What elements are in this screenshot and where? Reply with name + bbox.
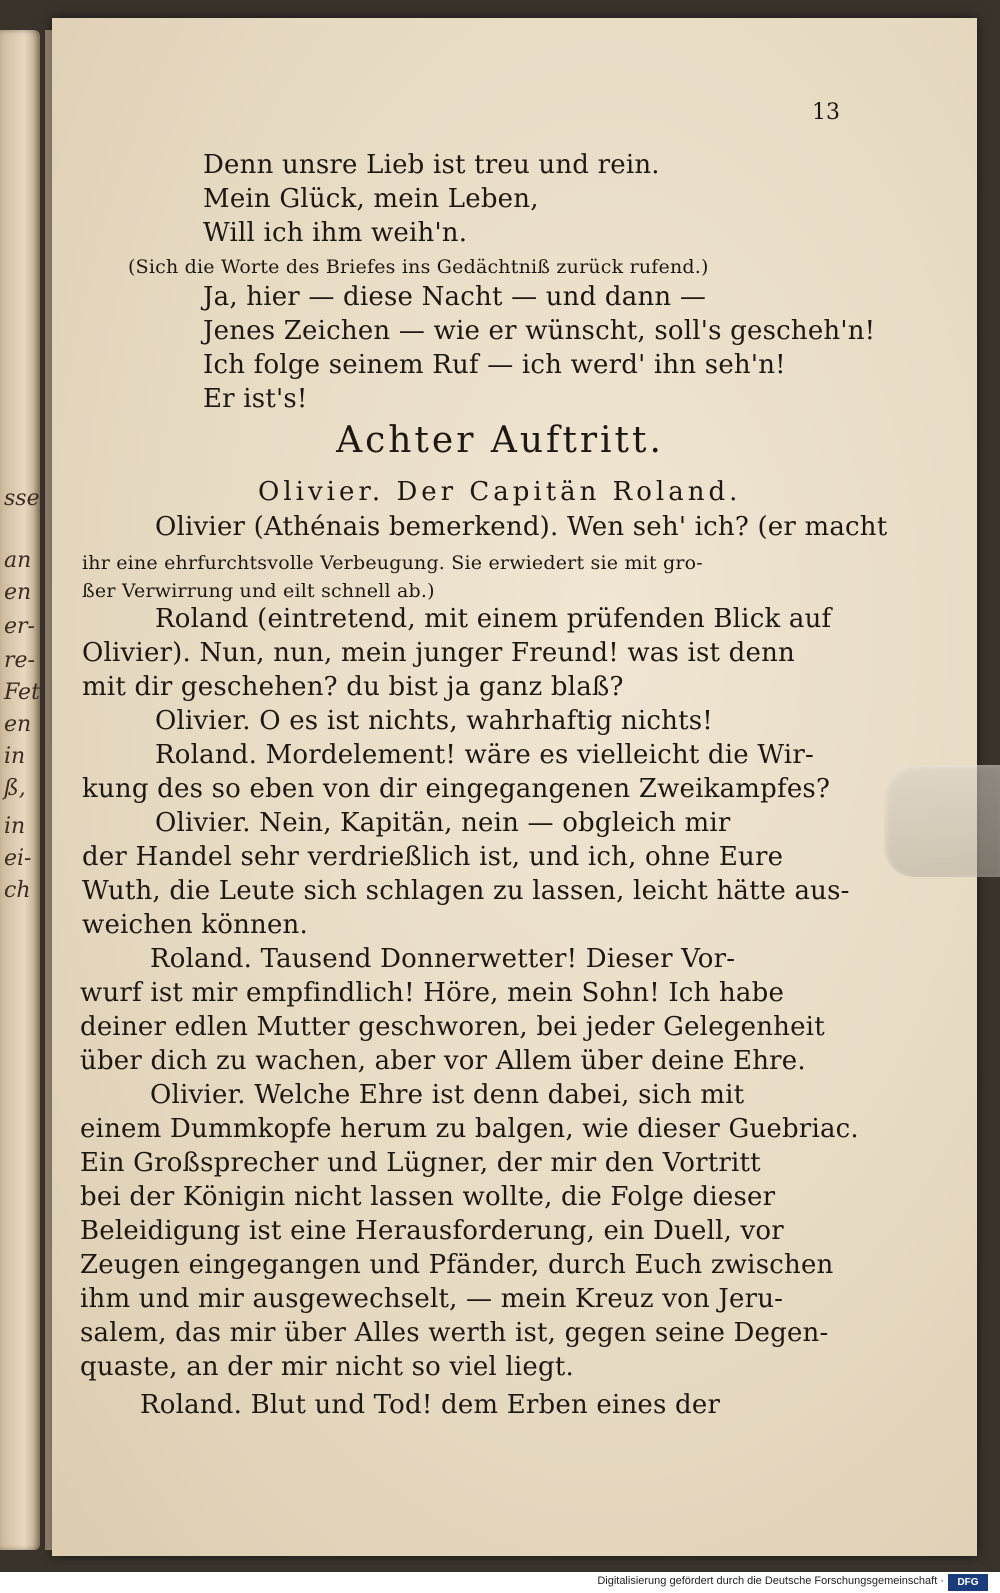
text-line: Roland (eintretend, mit einem prüfenden Blick auf	[155, 604, 832, 634]
text-line: wurf ist mir empfindlich! Höre, mein Sohn! Ich habe	[80, 978, 785, 1008]
text-line: Roland. Blut und Tod! dem Erben eines der	[140, 1390, 721, 1420]
left-page-fragment: in	[4, 744, 26, 769]
scene-title: Achter Auftritt.	[336, 420, 664, 461]
text-line: mit dir geschehen? du bist ja ganz blaß?	[82, 672, 624, 702]
verse-line: Er ist's!	[203, 384, 308, 414]
text-line: Roland. Mordelement! wäre es vielleicht die Wir-	[155, 740, 814, 770]
page-number: 13	[812, 100, 840, 125]
verse-line: Will ich ihm weih'n.	[203, 218, 468, 248]
text-line: weichen können.	[82, 910, 308, 940]
left-page-fragment: an	[4, 548, 32, 573]
left-page-fragment: sse	[4, 486, 40, 511]
verse-line: Denn unsre Lieb ist treu und rein.	[203, 150, 660, 180]
text-line: deiner edlen Mutter geschworen, bei jeder Gelegenheit	[80, 1012, 825, 1042]
text-line: Olivier). Nun, nun, mein junger Freund! was ist denn	[82, 638, 795, 668]
text-line: Olivier (Athénais bemerkend). Wen seh' ich? (er macht	[155, 512, 888, 542]
text-line: salem, das mir über Alles werth ist, gegen seine Degen-	[80, 1318, 829, 1348]
verse-line: Jenes Zeichen — wie er wünscht, soll's gescheh'n!	[203, 316, 876, 346]
verse-line: (Sich die Worte des Briefes ins Gedächtniß zurück rufend.)	[128, 256, 709, 278]
left-page-fragment: er-	[4, 614, 35, 639]
text-line: ihm und mir ausgewechselt, — mein Kreuz von Jeru-	[80, 1284, 784, 1314]
text-line: Olivier. Welche Ehre ist denn dabei, sich mit	[150, 1080, 745, 1110]
footer-credit: Digitalisierung gefördert durch die Deutsche Forschungsgemeinschaft ·	[597, 1575, 944, 1587]
verse-line: Ich folge seinem Ruf — ich werd' ihn seh'n!	[203, 350, 786, 380]
text-line: über dich zu wachen, aber vor Allem über deine Ehre.	[80, 1046, 806, 1076]
left-page-fragment: Fet	[4, 680, 40, 705]
verse-line: Mein Glück, mein Leben,	[203, 184, 539, 214]
left-page-fragment: en	[4, 580, 32, 605]
text-line: ihr eine ehrfurchtsvolle Verbeugung. Sie erwiedert sie mit gro-	[82, 552, 703, 574]
text-line: ßer Verwirrung und eilt schnell ab.)	[82, 580, 435, 602]
left-page-fragment: in	[4, 814, 26, 839]
text-line: der Handel sehr verdrießlich ist, und ich, ohne Eure	[82, 842, 784, 872]
left-page-fragment: en	[4, 712, 32, 737]
text-line: Olivier. Nein, Kapitän, nein — obgleich mir	[155, 808, 731, 838]
text-line: Zeugen eingegangen und Pfänder, durch Euch zwischen	[80, 1250, 834, 1280]
text-line: Ein Großsprecher und Lügner, der mir den Vortritt	[80, 1148, 761, 1178]
text-line: Roland. Tausend Donnerwetter! Dieser Vor-	[150, 944, 736, 974]
page-clip	[884, 765, 1000, 877]
text-line: Olivier. O es ist nichts, wahrhaftig nichts!	[155, 706, 713, 736]
text-line: kung des so eben von dir eingegangenen Zweikampfes?	[82, 774, 831, 804]
left-page-fragment: ch	[4, 878, 31, 903]
text-line: quaste, an der mir nicht so viel liegt.	[80, 1352, 574, 1382]
text-line: einem Dummkopfe herum zu balgen, wie dieser Guebriac.	[80, 1114, 859, 1144]
dfg-logo-icon: DFG	[948, 1574, 988, 1591]
text-line: Beleidigung ist eine Herausforderung, ein Duell, vor	[80, 1216, 784, 1246]
verse-line: Ja, hier — diese Nacht — und dann —	[203, 282, 707, 312]
text-line: Wuth, die Leute sich schlagen zu lassen, leicht hätte aus-	[82, 876, 850, 906]
left-page-fragment: ei-	[4, 846, 32, 871]
text-line: bei der Königin nicht lassen wollte, die Folge dieser	[80, 1182, 776, 1212]
cast-line: Olivier. Der Capitän Roland.	[258, 477, 742, 507]
left-page-fragment: ß,	[4, 776, 26, 801]
left-page-fragment: re-	[4, 648, 35, 673]
